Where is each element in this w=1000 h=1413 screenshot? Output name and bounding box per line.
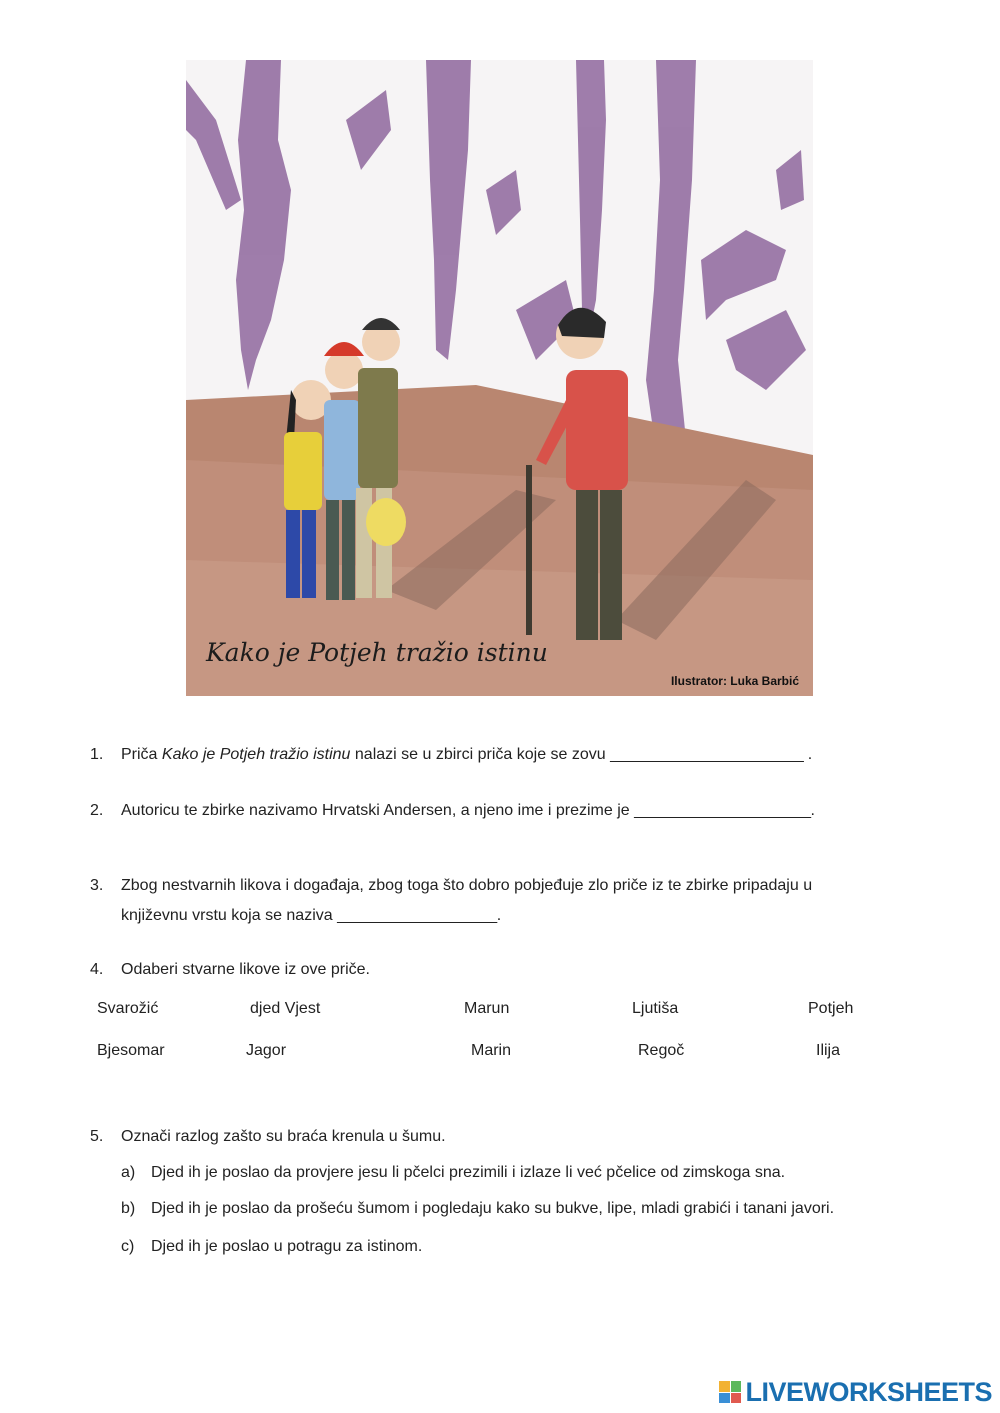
punctuation: .: [803, 746, 813, 763]
answer-blank-3[interactable]: ___________________: [337, 907, 497, 924]
question-number: 1.: [90, 746, 104, 763]
illustration-title: Kako je Potjeh tražio istinu: [206, 638, 548, 667]
question-number: 5.: [90, 1128, 104, 1145]
character-choice-ilija[interactable]: Ilija: [816, 1042, 841, 1059]
question-text: Autoricu te zbirke nazivamo Hrvatski Andersen, a njeno ime i prezime je: [121, 802, 635, 819]
liveworksheets-brand[interactable]: [719, 1377, 992, 1407]
illustration-scene: [186, 60, 813, 696]
question-number: 4.: [90, 961, 104, 978]
punctuation: .: [810, 802, 815, 819]
question-text: nalazi se u zbirci priča koje se zovu: [350, 746, 611, 763]
character-choice-jagor[interactable]: Jagor: [246, 1042, 287, 1059]
character-choice-ljutisa[interactable]: Ljutiša: [632, 1000, 679, 1017]
question-number: 3.: [90, 877, 104, 894]
option-text: Djed ih je poslao da prošeću šumom i pogledaju kako su bukve, lipe, mladi grabići i tanani javori.: [151, 1200, 835, 1217]
option-text: Djed ih je poslao da provjere jesu li pčelci prezimili i izlaze li već pčelice od zimskoga sna.: [151, 1164, 786, 1181]
brand-name: LIVEWORKSHEETS: [745, 1376, 992, 1407]
option-letter: c): [121, 1238, 135, 1255]
question-text: Odaberi stvarne likove iz ove priče.: [121, 961, 370, 978]
liveworksheets-logo-icon: [719, 1381, 741, 1403]
character-choice-bjesomar[interactable]: Bjesomar: [97, 1042, 165, 1059]
story-title-italic: Kako je Potjeh tražio istinu: [161, 746, 351, 763]
answer-blank-1[interactable]: _______________________: [610, 746, 804, 763]
question-text: Priča: [121, 746, 162, 763]
story-illustration: [186, 60, 813, 696]
question-text: književnu vrstu koja se naziva: [121, 907, 338, 924]
question-text: Označi razlog zašto su braća krenula u šumu.: [121, 1128, 446, 1145]
option-text: Djed ih je poslao u potragu za istinom.: [151, 1238, 423, 1255]
punctuation: .: [496, 907, 502, 924]
character-choice-potjeh[interactable]: Potjeh: [808, 1000, 854, 1017]
illustrator-credit: Ilustrator: Luka Barbić: [670, 674, 799, 688]
character-choice-svarozic[interactable]: Svarožić: [97, 1000, 159, 1017]
character-choice-djed-vjest[interactable]: djed Vjest: [250, 1000, 321, 1017]
character-choice-marin[interactable]: Marin: [471, 1042, 512, 1059]
question-text: Zbog nestvarnih likova i događaja, zbog toga što dobro pobjeđuje zlo priče iz te zbirke pripadaju u: [121, 877, 813, 894]
option-letter: a): [121, 1164, 136, 1181]
answer-blank-2[interactable]: _____________________: [634, 802, 811, 819]
character-choice-marun[interactable]: Marun: [464, 1000, 510, 1017]
character-choice-regoc[interactable]: Regoč: [638, 1042, 685, 1059]
option-letter: b): [121, 1200, 136, 1217]
question-number: 2.: [90, 802, 104, 819]
